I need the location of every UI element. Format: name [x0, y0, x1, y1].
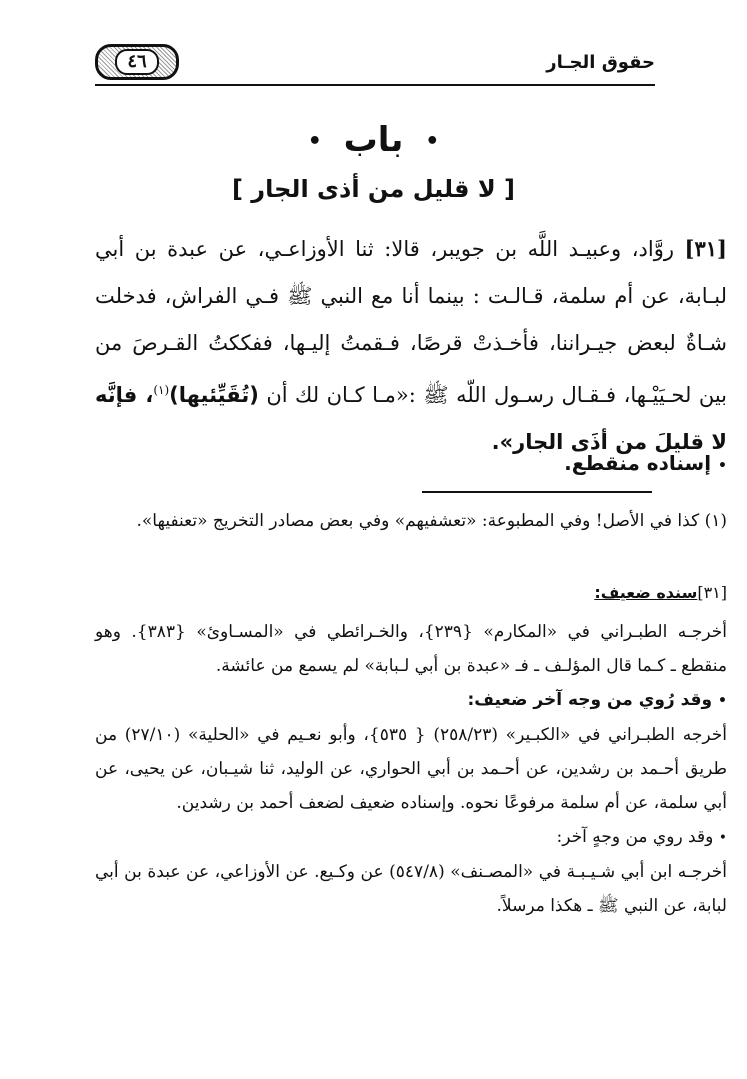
footnote-ref: (١): [153, 383, 170, 397]
bullet-icon: •: [307, 129, 322, 154]
page-number-badge: [95, 44, 179, 80]
hadith-quote-end: ، فإنَّه لا قليلَ من أذَى الجار».: [95, 383, 727, 454]
takhrij-subheading: • وقد روي من وجهٍ آخر:: [556, 827, 727, 847]
bullet-icon: •: [718, 830, 727, 846]
header-divider: [95, 84, 655, 86]
page-number: ٤٦: [115, 49, 158, 75]
chapter-heading: [0, 120, 747, 160]
hadith-number: [٣١]: [684, 236, 727, 261]
hadith-text: [٣١] روَّاد، وعبيـد اللَّه بن جويبر، قالا: ثنا الأوزاعـي، عن عبدة بن أبي لبـابة، عن أم سلمة، قـالـت : بينما أنا مع النبي ﷺ فـي الفراش، فدخلت شـاةٌ لبعض جيـراننا، فأخـذتْ قرصًا، فـقمتُ إليـها، ففككتُ القـرصَ من بين لحـيَيْـها، فـقـال رسـول اللّه ﷺ :«مـا كـان لك أن (تُقَيِّئيها)$^{(١)}$، فإنَّه لا قليلَ من أذَى الجار».: [95, 236, 727, 454]
takhrij-subheading: • وقد رُوي من وجه آخر ضعيف:: [467, 690, 727, 710]
takhrij-heading: [95, 583, 727, 602]
hadith-body: روَّاد، وعبيـد اللَّه بن جويبر، قالا: ثنا الأوزاعـي، عن عبدة بن أبي لبـابة، عن أم سلمة، قـالـت : بينما أنا مع النبي ﷺ فـي الفراش، فدخلت شـاةٌ لبعض جيـراننا، فأخـذتْ قرصًا، فـقمتُ إليـها، ففككتُ القـرصَ من بين لحـيَيْـها، فـقـال رسـول اللّه ﷺ :«مـا كـان لك أن: [95, 237, 727, 407]
takhrij-title: سنده ضعيف:: [594, 583, 698, 602]
takhrij-paragraph: أخرجه الطبـراني في «الكبـير» (٢٥٨/٢٣) { ٥٣٥}، وأبو نعـيم في «الحلية» (٢٧/١٠) من طريق أحـمد بن رشدين، عن أحـمد بن أبي الحواري، عن الوليد، ثنا شيـبان، عن يحيى، عن أبي سلمة، عن أم سلمة مرفوعًا نحوه. وإسناده ضعيف لضعف أحمد بن رشدين.: [95, 725, 727, 813]
isnad-note: [95, 451, 727, 475]
isnad-text: إسناده منقطع.: [564, 451, 712, 475]
bullet-icon: •: [718, 458, 727, 474]
takhrij-number: [٣١]: [697, 583, 727, 602]
page-header: [95, 40, 655, 90]
bullet-icon: •: [425, 129, 440, 154]
footnote: (١) كذا في الأصل! وفي المطبوعة: «تعشفيهم» وفي بعض مصادر التخريج «تعنفيها».: [136, 511, 727, 531]
chapter-subtitle: [ لا قليل من أذى الجار ]: [231, 175, 516, 203]
book-title: حقوق الجـار: [546, 52, 655, 73]
takhrij-paragraph: أخرجـه ابن أبي شـيـبـة في «المصـنف» (٥٤٧/٨) عن وكـيع. عن الأوزاعي، عن عبدة بن أبي لبابة، عن النبي ﷺ ـ هكذا مرسلاً.: [95, 862, 727, 916]
chapter-title: باب: [343, 120, 404, 160]
takhrij-paragraph: أخرجـه الطبـراني في «المكارم» {٢٣٩}، والخـرائطي في «المسـاوئ» {٣٨٣}. وهو منقطع ـ كـما قال المؤلـف ـ فـ «عبدة بن أبي لـبابة» لم يسمع من عائشة.: [95, 622, 727, 676]
bullet-icon: •: [718, 693, 727, 709]
footnote-divider: [422, 491, 652, 493]
takhrij-body: [95, 615, 727, 923]
hadith-quote: تُقَيِّئيها): [169, 383, 250, 407]
